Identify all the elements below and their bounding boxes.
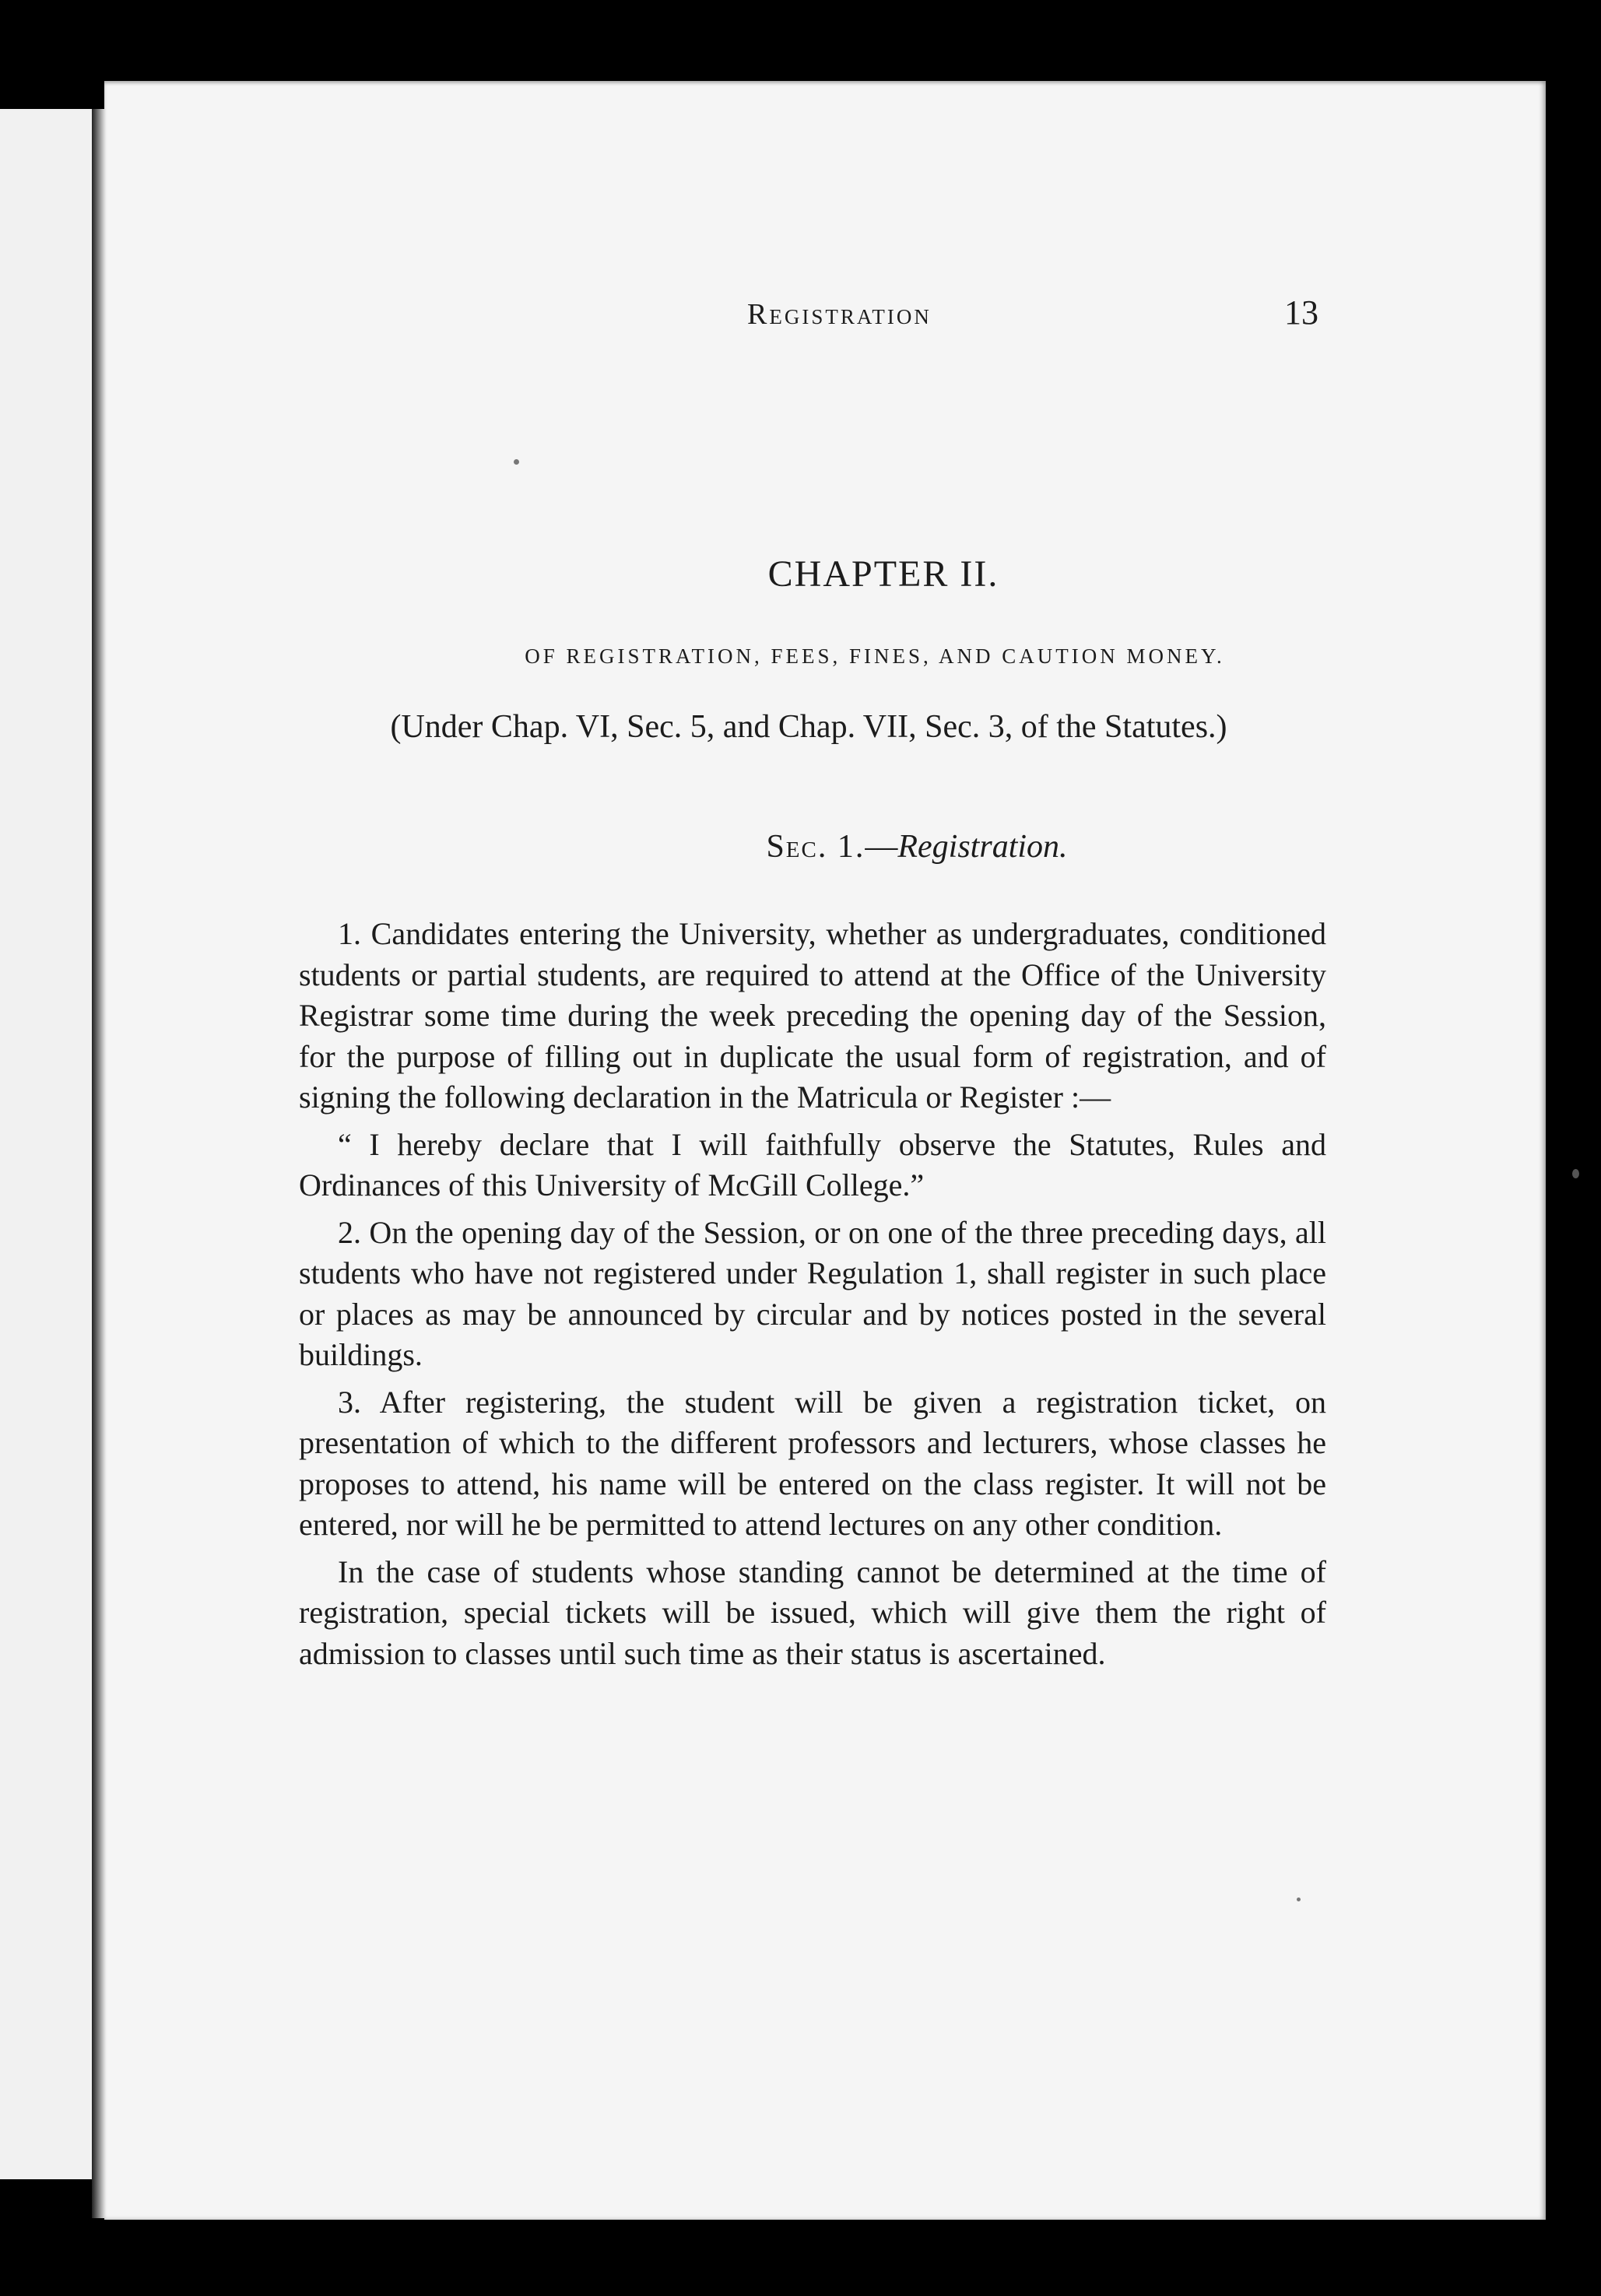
paragraph-declaration: “ I hereby declare that I will faithfully observe the Statutes, Rules and Ordinances of this University of McGill College.”	[299, 1126, 1326, 1202]
page-number: 13	[1284, 293, 1318, 332]
running-title: Registration	[747, 298, 932, 331]
paragraph-regulation-1: 1. Candidates entering the University, whether as undergraduates, conditioned students or partial students, are required to attend at the Office of the University Registrar some time during the week preceding the opening day of the Session, for the purpose of filling out in duplicate the usual form of registration, and of signing the following declaration in the Matricula or Register :—	[299, 916, 1326, 1115]
paragraph-regulation-2: 2. On the opening day of the Session, or on one of the three preceding days, all students who have not registered under Regulation 1, shall register in such place or places as may be announced by circular and by notices posted in the several buildings.	[299, 1214, 1326, 1372]
section-label: Sec. 1.	[766, 829, 865, 865]
facing-page-edge	[0, 109, 92, 2179]
section-dash: —	[865, 829, 898, 865]
scan-speck	[1572, 1169, 1579, 1178]
book-page	[104, 81, 1546, 2220]
statute-reference: (Under Chap. VI, Sec. 5, and Chap. VII, Sec. 3, of the Statutes.)	[390, 709, 1227, 745]
paragraph-regulation-3: 3. After registering, the student will be given a registration ticket, on presentation of which to the different professors and lecturers, whose classes he proposes to attend, his name will be entered on the class register. It will not be entered, nor will he be permitted to attend lectures on any other condition.	[299, 1384, 1326, 1542]
scan-speck	[514, 459, 519, 465]
section-heading	[104, 828, 1546, 865]
section-title: Registration.	[897, 829, 1068, 865]
chapter-title: CHAPTER II.	[767, 553, 999, 595]
paragraph-special-tickets: In the case of students whose standing cannot be determined at the time of registration, special tickets will be issued, which will give them the right of admission to classes until such time as their status is ascertained.	[299, 1553, 1326, 1671]
chapter-subtitle: OF REGISTRATION, FEES, FINES, AND CAUTION MONEY.	[525, 644, 1225, 668]
book-gutter	[92, 109, 104, 2218]
body-text	[299, 914, 1326, 1680]
running-head	[618, 293, 1318, 344]
scan-speck	[1297, 1898, 1301, 1901]
